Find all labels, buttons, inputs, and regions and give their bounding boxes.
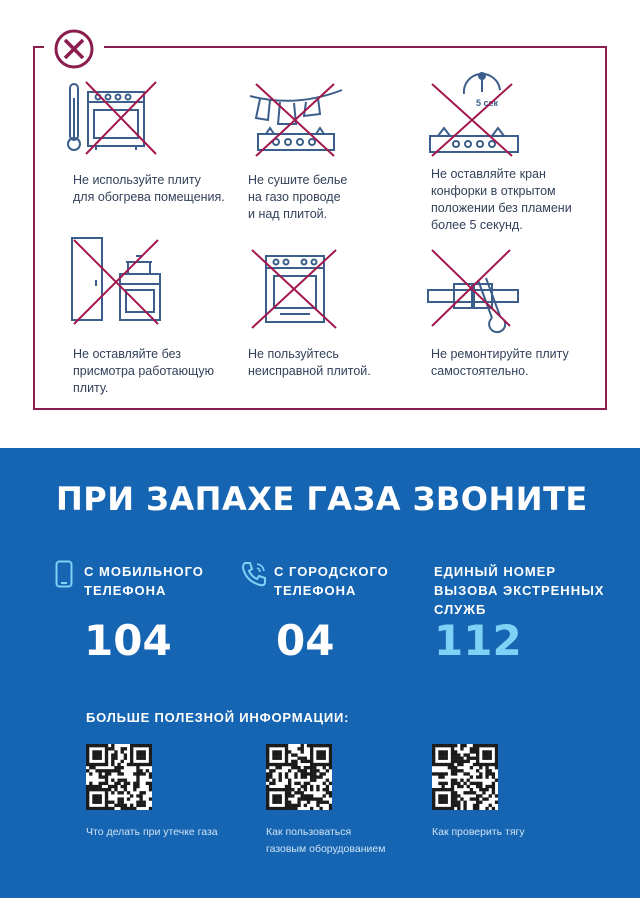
qr-caption[interactable]: Как пользоваться газовым оборудованием xyxy=(266,826,386,855)
contact-label: ЕДИНЫЙ НОМЕР ВЫЗОВА ЭКСТРЕННЫХ СЛУЖБ xyxy=(434,564,605,617)
contact-number[interactable]: 04 xyxy=(276,616,335,665)
mobile-phone-icon xyxy=(55,560,73,588)
pipe-wrench-icon xyxy=(426,246,526,346)
contact-number[interactable]: 104 xyxy=(84,616,172,665)
qr-caption[interactable]: Как проверить тягу xyxy=(432,826,525,838)
stove-thermometer-icon xyxy=(66,78,166,178)
prohibited-x-icon xyxy=(52,28,96,70)
laundry-over-stove-icon xyxy=(246,78,346,178)
contact-label: С МОБИЛЬНОГО ТЕЛЕФОНА xyxy=(84,564,204,598)
timer-label: 5 сек xyxy=(476,98,499,108)
broken-stove-icon xyxy=(246,246,346,346)
qr-caption[interactable]: Что делать при утечке газа xyxy=(86,826,218,838)
rule-text: Не сушите белье на газо проводе и над плитой. xyxy=(248,173,348,221)
qr-code-icon xyxy=(86,744,152,810)
qr-code-icon[interactable] xyxy=(86,744,152,810)
section-title: ПРИ ЗАПАХЕ ГАЗА ЗВОНИТЕ xyxy=(56,480,588,518)
qr-code-icon[interactable] xyxy=(432,744,498,810)
qr-code-icon[interactable] xyxy=(266,744,332,810)
unattended-stove-icon xyxy=(66,234,166,334)
rule-text: Не оставляйте без присмотра работающую плиту. xyxy=(73,347,215,395)
contact-label: С ГОРОДСКОГО ТЕЛЕФОНА xyxy=(274,564,389,598)
qr-code-icon xyxy=(432,744,498,810)
prohibit-badge xyxy=(44,24,104,72)
emergency-number[interactable]: 112 xyxy=(434,616,522,665)
open-burner-timer-icon xyxy=(426,66,526,166)
qr-code-icon xyxy=(266,744,332,810)
rule-text: Не оставляйте кран конфорки в открытом положении без пламени более 5 секунд. xyxy=(431,167,572,232)
landline-phone-icon xyxy=(240,560,268,588)
rule-text: Не пользуйтесь неисправной плитой. xyxy=(248,347,371,378)
rule-text: Не используйте плиту для обогрева помещения. xyxy=(73,173,225,204)
rule-text: Не ремонтируйте плиту самостоятельно. xyxy=(431,347,569,378)
info-heading: БОЛЬШЕ ПОЛЕЗНОЙ ИНФОРМАЦИИ: xyxy=(86,710,350,725)
